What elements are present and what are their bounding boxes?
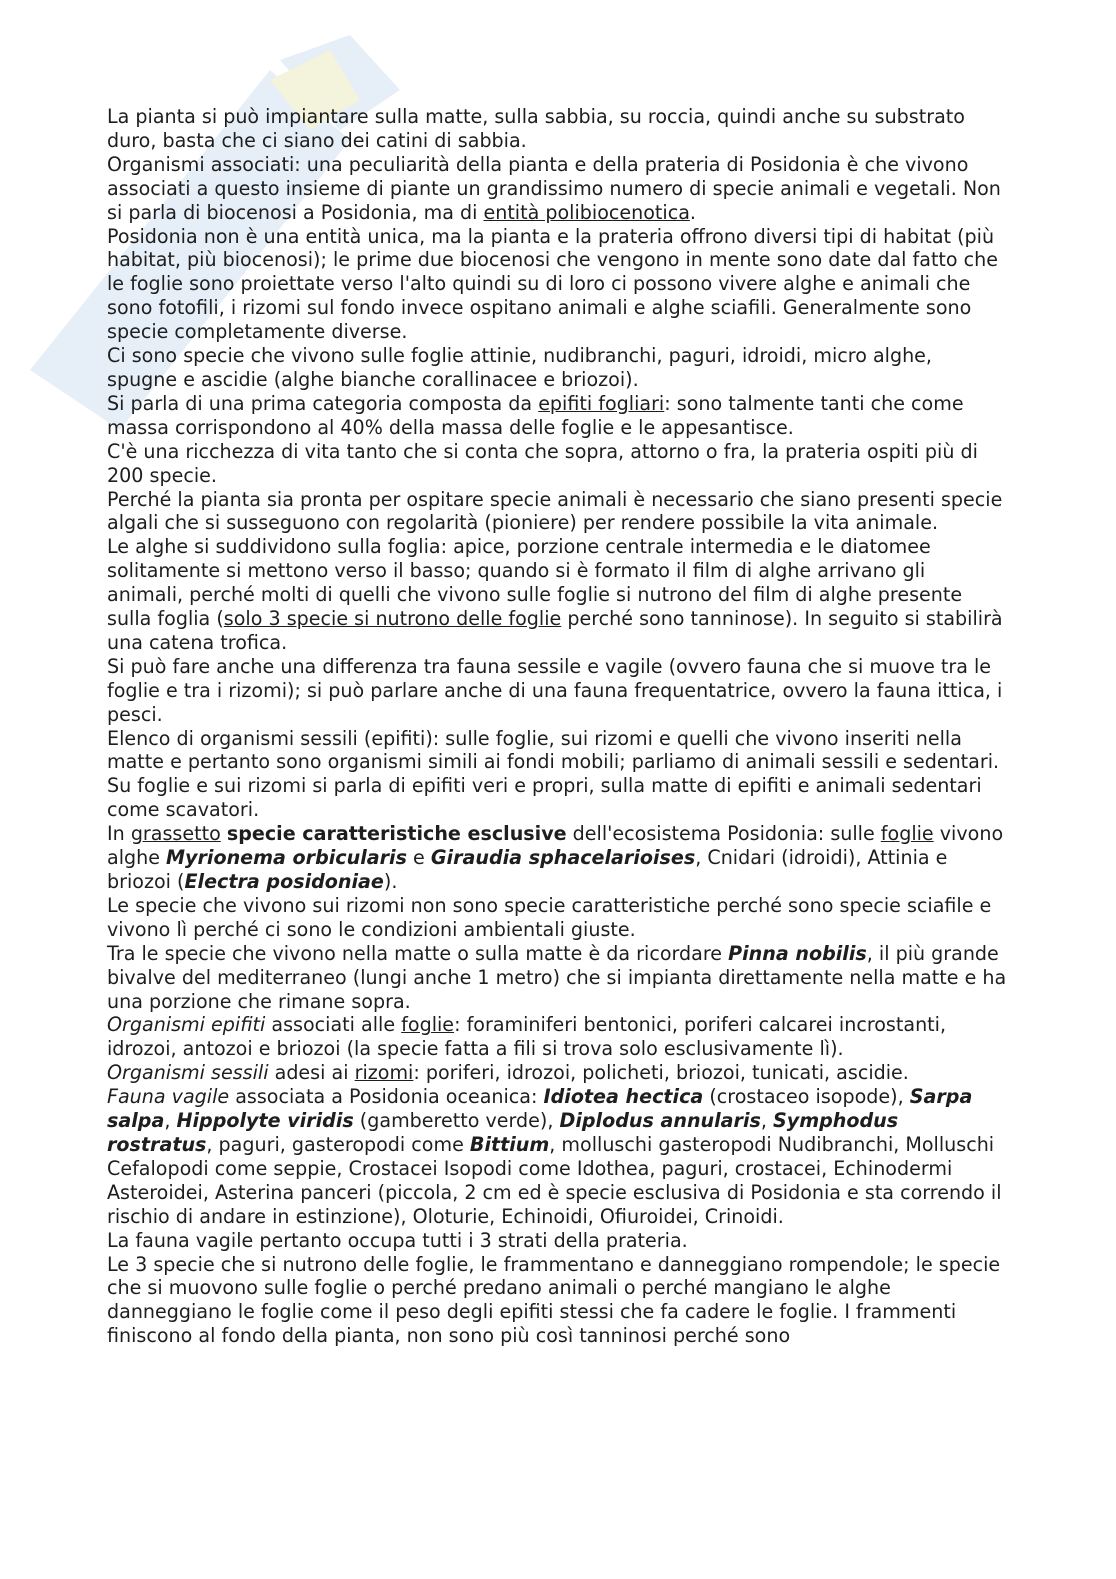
text-run: specie caratteristiche esclusive (226, 822, 567, 846)
text-run: La pianta si può impiantare sulla matte, sulla sabbia, su roccia, quindi anche su substrato duro, basta che ci siano dei catini di sabbia. (107, 105, 965, 152)
text-run: Le 3 specie che si nutrono delle foglie, le frammentano e danneggiano rompendole; le specie che si muovono sulle foglie o perché predano animali o perché mangiano le alghe danneggiano le foglie come il peso degli epifiti stessi che fa cadere le foglie. I frammenti finiscono al fondo della pianta, non sono più così tanninosi perché sono (107, 1252, 1001, 1348)
text-run: . (689, 200, 696, 224)
text-run: Fauna vagile (107, 1085, 230, 1109)
text-run: solo 3 specie si nutrono delle foglie (223, 607, 562, 631)
paragraph (107, 344, 1007, 392)
paragraph (107, 822, 1007, 894)
paragraph (107, 535, 1007, 655)
text-run: epifiti fogliari (538, 391, 665, 415)
text-run: Perché la pianta sia pronta per ospitare specie animali è necessario che siano presenti specie algali che si susseguono con regolarità (pioniere) per rendere possibile la vita animale. (107, 487, 1003, 535)
paragraph (107, 1061, 1007, 1085)
text-run: associata a Posidonia oceanica: (229, 1085, 544, 1109)
text-run: Su foglie e sui rizomi si parla di epifiti veri e propri, sulla matte di epifiti e animali sedentari come scavatori. (107, 774, 982, 822)
text-run: (crostaceo isopode), (703, 1085, 910, 1109)
text-run: adesi ai (268, 1061, 355, 1085)
text-run: , paguri, gasteropodi come (206, 1132, 470, 1156)
text-run: Si può fare anche una differenza tra fauna sessile e vagile (ovvero fauna che si muove tra le foglie e tra i rizomi); si può parlare anche di una fauna frequentatrice, ovvero la fauna ittica, i pesci. (107, 654, 1003, 726)
text-run: In (107, 822, 131, 846)
paragraph (107, 225, 1007, 345)
text-run: , (164, 1109, 177, 1133)
paragraph (107, 655, 1007, 727)
paragraph (107, 1229, 1007, 1253)
text-run: Pinna nobilis (728, 941, 867, 965)
text-run: foglie (401, 1013, 455, 1037)
text-run: , Cnidari (idroidi), Attinia e briozoi ( (107, 846, 948, 893)
text-run: Organismi sessili (107, 1061, 269, 1085)
text-run: Le alghe si suddividono sulla foglia: apice, porzione centrale intermedia e le diatomee solitamente si mettono verso il basso; quando si è formato il film di alghe arrivano gli animali, perché molti di quelli che vivono sulle foglie si nutrono del film di alghe presente sulla foglia ( (107, 535, 963, 631)
text-run: Organismi epifiti (107, 1013, 266, 1037)
text-run: Sarpa salpa (107, 1085, 973, 1133)
text-run: : foraminiferi bentonici, poriferi calcarei incrostanti, idrozoi, antozoi e briozoi (la specie fatta a fili si trova solo esclusivamente lì). (107, 1013, 947, 1061)
text-run: foglie (880, 822, 934, 846)
paragraph (107, 105, 1007, 153)
text-run: Ci sono specie che vivono sulle foglie attinie, nudibranchi, paguri, idroidi, micro alghe, spugne e ascidie (alghe bianche corallinacee e briozoi). (107, 344, 932, 391)
text-run: , molluschi gasteropodi Nudibranchi, Molluschi Cefalopodi come seppie, Crostacei Isopodi come Idothea, paguri, crostacei, Echinodermi Asteroidei, Asterina panceri (piccola, 2 cm ed è specie esclusiva di Posidonia e sta correndo il rischio di andare in estinzione), Oloturie, Echinoidi, Ofiuroidei, Crinoidi. (107, 1132, 1002, 1228)
text-run: Posidonia non è una entità unica, ma la pianta e la prateria offrono diversi tipi di habitat (più habitat, più biocenosi); le prime due biocenosi che vengono in mente sono date dal fatto che le foglie sono proiettate verso l'alto quindi su di loro ci possono vivere alghe e animali che sono fotofili, i rizomi sul fondo invece ospitano animali e alghe sciafili. Generalmente sono specie completamente diverse. (107, 224, 999, 344)
text-run: Organismi associati: una peculiarità della pianta e della prateria di Posidonia è che vivono associati a questo insieme di piante un grandissimo numero di specie animali e vegetali. Non si parla di biocenosi a Posidonia, ma di (107, 152, 1001, 224)
paragraph (107, 727, 1007, 775)
paragraph (107, 894, 1007, 942)
text-run: La fauna vagile pertanto occupa tutti i 3 strati della prateria. (107, 1228, 688, 1252)
text-run: Symphodus rostratus (107, 1109, 899, 1156)
paragraph (107, 774, 1007, 822)
text-run: associati alle (265, 1013, 402, 1037)
text-run: ). (383, 870, 398, 893)
text-run: , (760, 1109, 774, 1133)
paragraph (107, 1085, 1007, 1228)
paragraph (107, 440, 1007, 488)
text-run: rizomi (354, 1061, 414, 1085)
text-run: Hippolyte viridis (176, 1109, 354, 1133)
text-run: Electra posidoniae (184, 870, 384, 893)
paragraph (107, 942, 1007, 1014)
text-run: e (406, 846, 431, 870)
text-run: vivono alghe (107, 822, 1004, 870)
text-run: Le specie che vivono sui rizomi non sono specie caratteristiche perché sono specie sciafile e vivono lì perché ci sono le condizioni ambientali giuste. (107, 893, 992, 941)
text-run: entità polibiocenotica (483, 200, 690, 224)
text-run: , il più grande bivalve del mediterraneo (lungi anche 1 metro) che si impianta direttamente nella matte e ha una porzione che rimane sopra. (107, 941, 1007, 1013)
text-run: dell'ecosistema Posidonia: sulle (566, 822, 881, 846)
paragraph (107, 488, 1007, 536)
document-body (107, 105, 1007, 1348)
text-run: Bittium (469, 1132, 550, 1156)
text-run: Si parla di una prima categoria composta da (107, 391, 539, 415)
paragraph (107, 1013, 1007, 1061)
paragraph (107, 1253, 1007, 1349)
text-run: : sono talmente tanti che come massa corrispondono al 40% della massa delle foglie e le appesantisce. (107, 391, 964, 439)
text-run: Giraudia sphacelarioises (430, 846, 696, 870)
text-run: perché sono tanninose). In seguito si stabilirà una catena trofica. (107, 607, 1003, 654)
text-run: C'è una ricchezza di vita tanto che si conta che sopra, attorno o fra, la prateria ospiti più di 200 specie. (107, 439, 978, 487)
paragraph (107, 153, 1007, 225)
text-run: Idiotea hectica (543, 1085, 704, 1109)
text-run: (gamberetto verde), (353, 1109, 560, 1133)
text-run: grassetto (130, 822, 221, 846)
paragraph (107, 392, 1007, 440)
text-run: Tra le specie che vivono nella matte o sulla matte è da ricordare (107, 941, 729, 965)
text-run: : poriferi, idrozoi, policheti, briozoi, tunicati, ascidie. (413, 1061, 909, 1085)
text-run: Elenco di organismi sessili (epifiti): sulle foglie, sui rizomi e quelli che vivono inseriti nella matte e pertanto sono organismi simili ai fondi mobili; parliamo di animali sessili e sedentari. (107, 726, 1000, 774)
text-run: Myrionema orbicularis (166, 846, 407, 870)
text-run: Diplodus annularis (559, 1109, 761, 1133)
